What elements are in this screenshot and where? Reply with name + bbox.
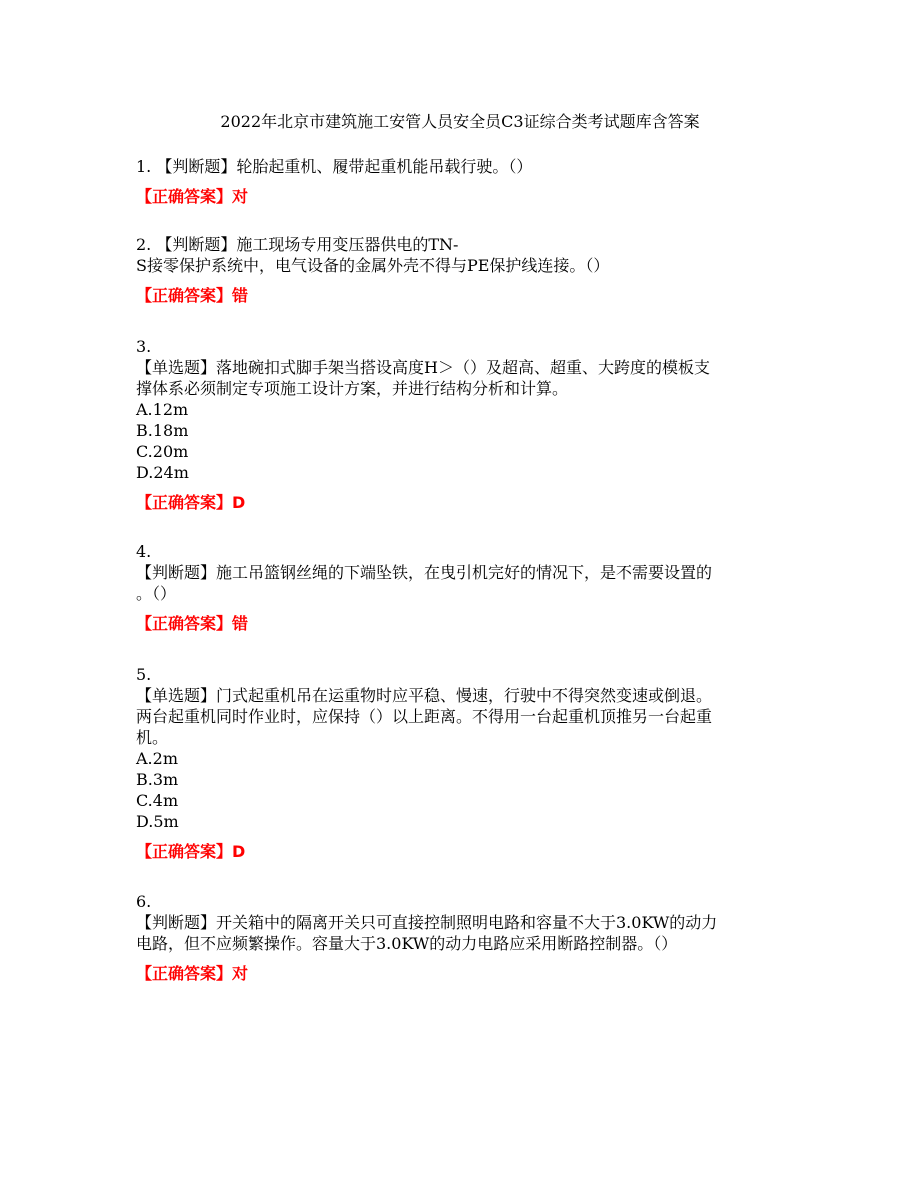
question-text: 。（） [136, 584, 177, 603]
correct-answer: 【正确答案】D [136, 493, 246, 512]
question-number: 3. [136, 337, 152, 356]
option-d: D.24m [136, 463, 189, 482]
question-text: 【判断题】开关箱中的隔离开关只可直接控制照明电路和容量不大于3.0KW的动力 [136, 913, 718, 932]
option-b: B.3m [136, 770, 179, 789]
option-d: D.5m [136, 812, 179, 831]
question-number: 6. [136, 892, 152, 911]
correct-answer: 【正确答案】对 [136, 964, 249, 983]
question-text: 【判断题】施工吊篮钢丝绳的下端坠铁，在曳引机完好的情况下，是不需要设置的 [136, 563, 713, 582]
correct-answer: 【正确答案】D [136, 842, 246, 861]
question-item-1 [136, 156, 796, 208]
question-text: 撑体系必须制定专项施工设计方案，并进行结构分析和计算。 [136, 379, 569, 398]
question-text: 机。 [136, 728, 169, 747]
correct-answer: 【正确答案】错 [136, 614, 249, 633]
question-text: 【单选题】落地碗扣式脚手架当搭设高度H＞（）及超高、超重、大跨度的模板支 [136, 358, 710, 377]
option-b: B.18m [136, 421, 189, 440]
document-title: 2022年北京市建筑施工安管人员安全员C3证综合类考试题库含答案 [220, 112, 700, 131]
question-item-4 [136, 541, 796, 635]
question-text: 1. 【判断题】轮胎起重机、履带起重机能吊载行驶。（） [136, 157, 533, 176]
question-item-5 [136, 664, 796, 863]
question-text: 【单选题】门式起重机吊在运重物时应平稳、慢速，行驶中不得突然变速或倒退。 [136, 686, 713, 705]
option-a: A.2m [136, 749, 178, 768]
question-item-6 [136, 891, 796, 985]
question-text: S接零保护系统中，电气设备的金属外壳不得与PE保护线连接。（） [136, 256, 610, 275]
question-item-3 [136, 336, 796, 514]
question-text: 2. 【判断题】施工现场专用变压器供电的TN- [136, 235, 459, 254]
option-c: C.4m [136, 791, 179, 810]
option-c: C.20m [136, 442, 189, 461]
question-text: 电路，但不应频繁操作。容量大于3.0KW的动力电路应采用断路控制器。（） [136, 934, 678, 953]
question-number: 5. [136, 665, 152, 684]
correct-answer: 【正确答案】错 [136, 286, 249, 305]
question-item-2 [136, 234, 796, 307]
question-number: 4. [136, 542, 152, 561]
option-a: A.12m [136, 400, 189, 419]
question-text: 两台起重机同时作业时，应保持（）以上距离。不得用一台起重机顶推另一台起重 [136, 707, 713, 726]
correct-answer: 【正确答案】对 [136, 187, 249, 206]
